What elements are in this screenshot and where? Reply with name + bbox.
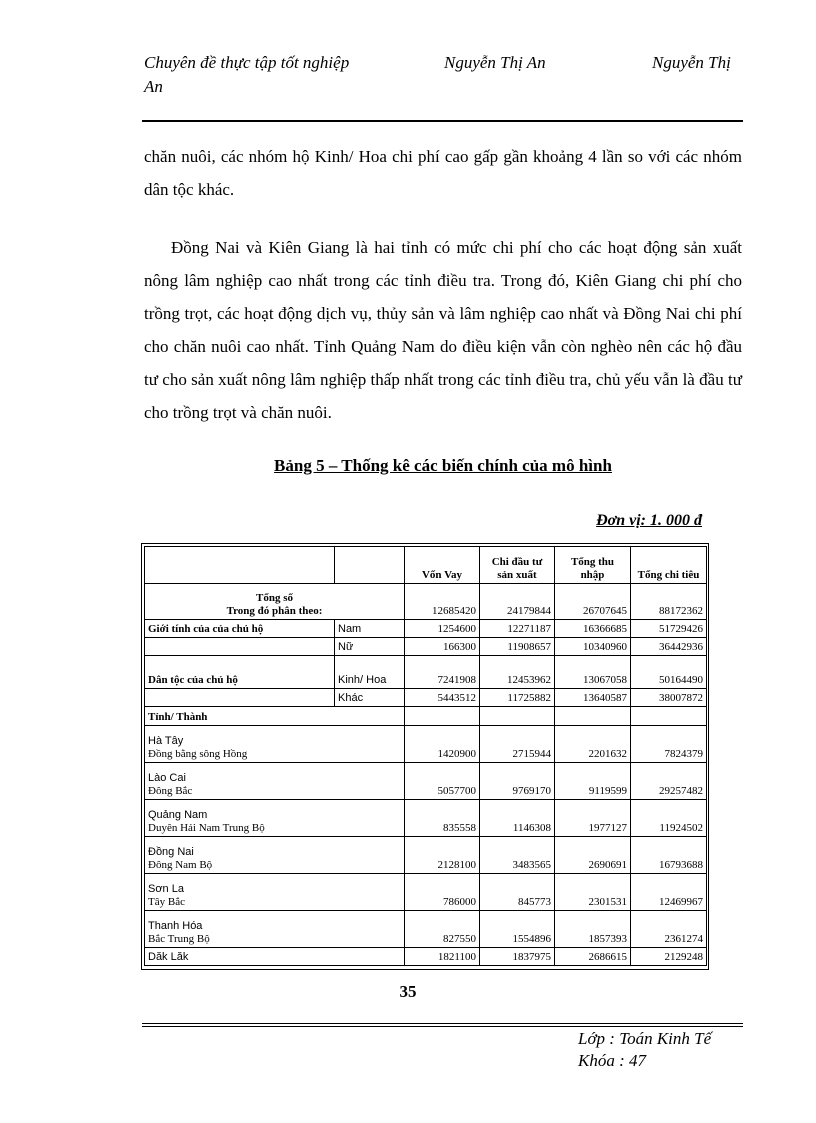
- value-cell: 50164490: [631, 656, 707, 689]
- footer-rule: [142, 1026, 743, 1027]
- value-cell: 36442936: [631, 638, 707, 656]
- footer-rule: [142, 1023, 743, 1024]
- group-label: Dân tộc của chủ hộ: [145, 656, 335, 689]
- province-name: Thanh Hóa: [148, 920, 203, 932]
- header-author-repeat: Nguyễn Thị: [652, 53, 731, 72]
- value-cell: 2690691: [555, 837, 631, 874]
- province-name: Sơn La: [148, 883, 184, 895]
- value-cell: 38007872: [631, 689, 707, 707]
- value-cell: 11725882: [480, 689, 555, 707]
- value-cell: 13067058: [555, 656, 631, 689]
- value-cell: 9119599: [555, 763, 631, 800]
- table-header-row: [145, 547, 707, 584]
- value-cell: 166300: [405, 638, 480, 656]
- paragraph-2: Đồng Nai và Kiên Giang là hai tỉnh có mức chi phí cho các hoạt động sản xuất nông lâm nghiệp cao nhất trong các tỉnh điều tra. Trong đó, Kiên Giang chi phí cho trồng trọt, các hoạt động dịch vụ, thủy sản và lâm nghiệp cao nhất và Đồng Nai chi phí cho chăn nuôi cao nhất. Tỉnh Quảng Nam do điều kiện vẫn còn nghèo nên các hộ đầu tư cho sản xuất nông lâm nghiệp thấp nhất trong các tỉnh điều tra, chủ yếu vẫn là đầu tư cho trồng trọt và chăn nuôi.: [144, 238, 742, 422]
- value-cell: 11924502: [631, 800, 707, 837]
- header-topic: Chuyên đề thực tập tốt nghiệp: [144, 53, 350, 72]
- value-cell: 29257482: [631, 763, 707, 800]
- subgroup-label: Kinh/ Hoa: [335, 656, 405, 689]
- province-name: Hà Tây: [148, 735, 184, 747]
- total-label-cell: [145, 584, 405, 620]
- region-name: Tây Bắc: [148, 896, 185, 908]
- column-header: Chi đầu tư sản xuất: [480, 547, 555, 584]
- province-section-label: Tỉnh/ Thành: [145, 707, 405, 726]
- empty-cell: [631, 707, 707, 726]
- value-cell: 786000: [405, 874, 480, 911]
- column-header: Vốn Vay: [405, 547, 480, 584]
- value-cell: 835558: [405, 800, 480, 837]
- province-cell: [145, 800, 405, 837]
- province-name: Quảng Nam: [148, 809, 208, 821]
- value-cell: 7241908: [405, 656, 480, 689]
- value-cell: 1977127: [555, 800, 631, 837]
- subgroup-label: Nam: [335, 620, 405, 638]
- value-cell: 845773: [480, 874, 555, 911]
- value-cell: 12271187: [480, 620, 555, 638]
- table-row: [145, 726, 707, 763]
- region-name: Bắc Trung Bộ: [148, 933, 210, 945]
- subgroup-label: Nữ: [335, 638, 405, 656]
- value-cell: 11908657: [480, 638, 555, 656]
- column-header: Tổng thu nhập: [555, 547, 631, 584]
- total-row: [145, 584, 707, 620]
- province-name: Đồng Nai: [148, 846, 194, 858]
- table-row: [145, 620, 707, 638]
- value-cell: 9769170: [480, 763, 555, 800]
- province-cell: [145, 911, 405, 948]
- header-blank-cell: [335, 547, 405, 584]
- province-cell: [145, 763, 405, 800]
- subgroup-label: Khác: [335, 689, 405, 707]
- value-cell: 16793688: [631, 837, 707, 874]
- stats-table: [144, 546, 707, 966]
- empty-cell: [480, 707, 555, 726]
- value-cell: 2686615: [555, 948, 631, 966]
- value-cell: 1821100: [405, 948, 480, 966]
- stats-table-frame: [141, 543, 709, 970]
- table-row: [145, 874, 707, 911]
- page-footer: [578, 1028, 711, 1072]
- table-title: Bảng 5 – Thống kê các biến chính của mô hình: [274, 456, 612, 475]
- group-label-blank: [145, 638, 335, 656]
- table-unit: Đơn vị: 1. 000 đ: [596, 512, 702, 529]
- value-cell: 2128100: [405, 837, 480, 874]
- paragraph-1: chăn nuôi, các nhóm hộ Kinh/ Hoa chi phí cao gấp gần khoảng 4 lần so với các nhóm dân tộc khác.: [144, 147, 742, 199]
- province-cell: [145, 726, 405, 763]
- value-cell: 1146308: [480, 800, 555, 837]
- body-text: [144, 140, 742, 429]
- value-cell: 26707645: [555, 584, 631, 620]
- value-cell: 12453962: [480, 656, 555, 689]
- value-cell: 827550: [405, 911, 480, 948]
- value-cell: 1254600: [405, 620, 480, 638]
- footer-cohort: Khóa : 47: [578, 1051, 646, 1070]
- value-cell: 16366685: [555, 620, 631, 638]
- table-row: [145, 948, 707, 966]
- value-cell: 7824379: [631, 726, 707, 763]
- province-cell: [145, 874, 405, 911]
- header-rule: [142, 120, 743, 122]
- value-cell: 13640587: [555, 689, 631, 707]
- footer-class: Lớp : Toán Kinh Tế: [578, 1029, 712, 1048]
- value-cell: 2201632: [555, 726, 631, 763]
- page-number: 35: [399, 982, 417, 1001]
- value-cell: 51729426: [631, 620, 707, 638]
- group-label: Giới tính của của chủ hộ: [145, 620, 335, 638]
- header-author: Nguyễn Thị An: [444, 53, 546, 72]
- province-name: Lào Cai: [148, 772, 186, 784]
- region-name: Duyên Hải Nam Trung Bộ: [148, 822, 265, 834]
- table-row: [145, 707, 707, 726]
- value-cell: 10340960: [555, 638, 631, 656]
- column-header: Tổng chi tiêu: [631, 547, 707, 584]
- value-cell: 88172362: [631, 584, 707, 620]
- table-row: [145, 837, 707, 874]
- table-row: [145, 800, 707, 837]
- breakdown-label: Trong đó phân theo:: [226, 605, 323, 617]
- value-cell: 1857393: [555, 911, 631, 948]
- value-cell: 2361274: [631, 911, 707, 948]
- value-cell: 24179844: [480, 584, 555, 620]
- table-row: [145, 911, 707, 948]
- value-cell: 1554896: [480, 911, 555, 948]
- header-blank-cell: [145, 547, 335, 584]
- value-cell: 2129248: [631, 948, 707, 966]
- table-row: [145, 656, 707, 689]
- province-name: Dăk Lăk: [145, 948, 405, 966]
- header-author-wrap: An: [144, 77, 163, 96]
- value-cell: 3483565: [480, 837, 555, 874]
- value-cell: 1420900: [405, 726, 480, 763]
- empty-cell: [555, 707, 631, 726]
- total-label: Tổng số: [256, 592, 293, 604]
- table-row: [145, 763, 707, 800]
- value-cell: 12685420: [405, 584, 480, 620]
- empty-cell: [405, 707, 480, 726]
- region-name: Đồng bằng sông Hồng: [148, 748, 248, 760]
- value-cell: 2301531: [555, 874, 631, 911]
- value-cell: 5443512: [405, 689, 480, 707]
- value-cell: 1837975: [480, 948, 555, 966]
- value-cell: 5057700: [405, 763, 480, 800]
- value-cell: 2715944: [480, 726, 555, 763]
- table-row: [145, 689, 707, 707]
- value-cell: 12469967: [631, 874, 707, 911]
- table-row: [145, 638, 707, 656]
- group-label-blank: [145, 689, 335, 707]
- province-cell: [145, 837, 405, 874]
- region-name: Đông Nam Bộ: [148, 859, 213, 871]
- region-name: Đông Bắc: [148, 785, 193, 797]
